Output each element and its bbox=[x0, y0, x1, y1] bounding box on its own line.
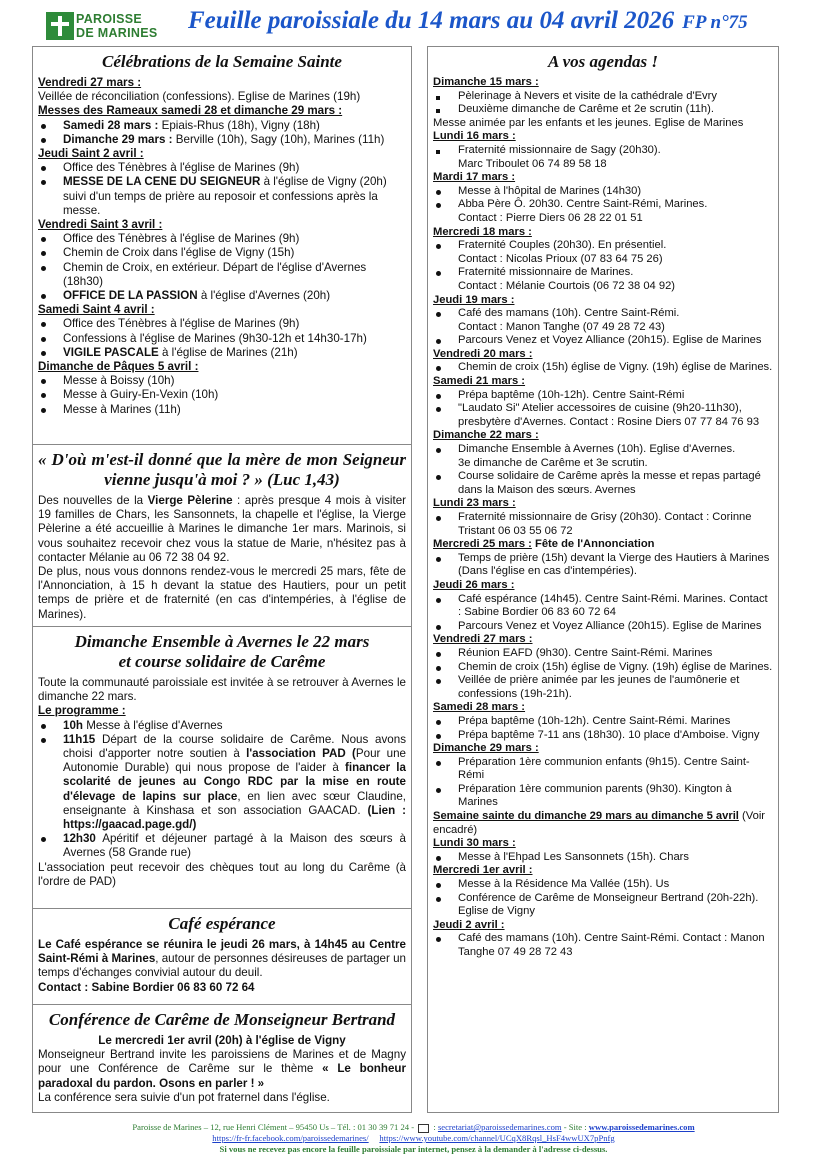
text: Marc Triboulet 06 74 89 58 18 bbox=[458, 157, 607, 170]
list-item: Prépa baptême (10h-12h). Centre Saint-Rémi bbox=[433, 389, 773, 403]
list-item: Préparation 1ère communion enfants (9h15). Centre Saint-Rémi bbox=[433, 756, 773, 783]
day-heading: Mercredi 1er avril : bbox=[433, 864, 533, 877]
bold-text: financer la scolarité de jeunes au Congo RDC par la mise en route d'élevage de lapins sur place bbox=[63, 761, 406, 803]
day-heading: Messes des Rameaux samedi 28 et dimanche 29 mars : bbox=[38, 104, 343, 118]
list-item bbox=[433, 266, 773, 293]
day-heading: Dimanche 15 mars : bbox=[433, 76, 539, 88]
list-item: Veillée de prière animée par les jeunes de l'aumônerie et confessions (19h-21h). bbox=[433, 674, 773, 701]
paragraph bbox=[38, 1048, 406, 1091]
text: Apéritif et déjeuner partagé à la Maison des sœurs à Avernes (58 Grande rue) bbox=[63, 832, 406, 860]
text: , autour de personnes désireuses de partager un temps d'échanges convivial autour du deuil. bbox=[38, 952, 406, 980]
list-item: Messe à l'Ehpad Les Sansonnets (15h). Chars bbox=[433, 851, 773, 865]
bold-text: 10h bbox=[63, 718, 83, 732]
section-subtitle: et course solidaire de Carême bbox=[118, 652, 326, 671]
right-column bbox=[427, 46, 779, 1113]
list bbox=[433, 144, 773, 171]
list bbox=[433, 932, 773, 959]
bold-text: 11h15 bbox=[63, 732, 96, 746]
bold-text: l'association PAD ( bbox=[246, 747, 356, 761]
list-item: Temps de prière (15h) devant la Vierge des Hautiers à Marines (Dans l'église en cas d'intempéries). bbox=[433, 552, 773, 579]
day-heading: Lundi 23 mars : bbox=[433, 497, 516, 510]
facebook-link[interactable]: https://fr-fr.facebook.com/paroissedemarines/ bbox=[212, 1133, 369, 1143]
list bbox=[38, 317, 406, 360]
section-title: Café espérance bbox=[168, 914, 276, 933]
list-item: Chemin de croix (15h) église de Vigny. (19h) église de Marines. bbox=[433, 361, 773, 375]
day-heading: Jeudi 26 mars : bbox=[433, 578, 515, 591]
list-item bbox=[433, 443, 773, 470]
section-cafe-esperance bbox=[33, 909, 411, 1005]
issue-number: FP n°75 bbox=[682, 12, 748, 33]
footer-line2 bbox=[0, 1133, 827, 1144]
contact-line: Contact : Sabine Bordier 06 83 60 72 64 bbox=[38, 980, 255, 994]
list bbox=[433, 307, 773, 348]
list-item: Prépa baptême 7-11 ans (18h30). 10 place d'Amboise. Vigny bbox=[433, 729, 773, 743]
list-item: Messe à Boissy (10h) bbox=[38, 374, 406, 388]
text: Dimanche Ensemble à Avernes (10h). Eglise d'Avernes. bbox=[458, 443, 736, 456]
list bbox=[433, 185, 773, 226]
list-item bbox=[38, 119, 406, 133]
text: , en lien avec sœur Claudine, enseignante à Kinshasa et son association GAACAD. bbox=[63, 789, 406, 817]
list-item: Café des mamans (10h). Centre Saint-Rémi. Contact : Manon Tanghe 07 49 28 72 43 bbox=[433, 932, 773, 959]
list-item: Course solidaire de Carême après la messe et repas partagé dans la Maison des sœurs. Avernes bbox=[433, 470, 773, 497]
list-item: Parcours Venez et Voyez Alliance (20h15). Eglise de Marines bbox=[433, 620, 773, 634]
left-column bbox=[32, 46, 412, 1113]
list bbox=[433, 389, 773, 430]
list-item: Messe à l'hôpital de Marines (14h30) bbox=[433, 185, 773, 199]
text: Abba Père Ô. 20h30. Centre Saint-Rémi, Marines. bbox=[458, 198, 708, 211]
list-item bbox=[433, 144, 773, 171]
bold-text: 12h30 bbox=[63, 832, 96, 846]
list bbox=[433, 715, 773, 742]
day-heading: Semaine sainte du dimanche 29 mars au dimanche 5 avril bbox=[433, 810, 739, 823]
section-semaine-sainte bbox=[33, 47, 411, 445]
header bbox=[0, 0, 827, 46]
paragraph: L'association peut recevoir des chèques tout au long du Carême (à l'ordre de PAD) bbox=[38, 860, 406, 888]
list bbox=[38, 119, 406, 147]
list-item: Office des Ténèbres à l'église de Marines (9h) bbox=[38, 161, 406, 175]
list bbox=[38, 719, 406, 861]
paragraph: De plus, nous vous donnons rendez-vous le mercredi 25 mars, fête de l'Annonciation, à 15 h devant la statue des Hautiers, pour un petit temps de prière et de fraternité (en cas d'intempéries, à l'église de Marines). bbox=[38, 565, 406, 621]
list-item: Conférence de Carême de Monseigneur Bertrand (20h-22h). Eglise de Vigny bbox=[433, 892, 773, 919]
list-item bbox=[38, 133, 406, 147]
bold-text: Le Café espérance se réunira le jeudi 26 mars, à 14h45 au Centre Saint-Rémi à Marines bbox=[38, 938, 406, 966]
list-item: Office des Ténèbres à l'église de Marines (9h) bbox=[38, 232, 406, 246]
list-item bbox=[433, 307, 773, 334]
list-item: Café espérance (14h45). Centre Saint-Rémi. Marines. Contact : Sabine Bordier 06 83 60 72 64 bbox=[433, 593, 773, 620]
paragraph bbox=[38, 938, 406, 981]
list-item bbox=[38, 289, 406, 303]
list bbox=[433, 552, 773, 579]
list bbox=[433, 593, 773, 634]
text: Fraternité missionnaire de Sagy (20h30). bbox=[458, 143, 661, 156]
day-heading: Samedi 21 mars : bbox=[433, 375, 526, 388]
section-title: Dimanche Ensemble à Avernes le 22 mars bbox=[74, 632, 370, 651]
text: Pour une Autonomie Durable) qui nous propose de l'aider à bbox=[63, 747, 406, 775]
text: à l'église de Vigny (20h) suivi d'un temps de prière au reposoir et confessions après la messe. bbox=[63, 175, 387, 217]
paragraph: Toute la communauté paroissiale est invitée à se retrouver à Avernes le dimanche 22 mars. bbox=[38, 676, 406, 704]
section-vierge-pelerine bbox=[33, 445, 411, 627]
bold-text: Vierge Pèlerine bbox=[147, 494, 233, 507]
list-item: Messe à la Résidence Ma Vallée (15h). Us bbox=[433, 878, 773, 892]
day-heading: Mercredi 25 mars : bbox=[433, 538, 532, 551]
page-title bbox=[188, 7, 748, 34]
day-heading: Jeudi 19 mars : bbox=[433, 293, 515, 306]
logo-line1: PAROISSE bbox=[76, 12, 143, 26]
day-heading: Mercredi 18 mars : bbox=[433, 225, 532, 238]
list-item bbox=[38, 733, 406, 832]
address-text: Paroisse de Marines – 12, rue Henri Clément – 95450 Us – Tél. : 01 30 39 71 24 - bbox=[132, 1122, 415, 1132]
list bbox=[38, 374, 406, 417]
list bbox=[433, 878, 773, 919]
section-conference bbox=[33, 1005, 411, 1112]
list-item: Messe à Guiry-En-Vexin (10h) bbox=[38, 388, 406, 402]
list-item: Prépa baptême (10h-12h). Centre Saint-Rémi. Marines bbox=[433, 715, 773, 729]
section-title: « D'où m'est-il donné que la mère de mon Seigneur vienne jusqu'à moi ? » (Luc 1,43) bbox=[38, 450, 406, 489]
text: Contact : Nicolas Prioux (07 83 64 75 26) bbox=[458, 252, 663, 265]
feast-name: Fête de l'Annonciation bbox=[534, 538, 655, 551]
conference-date: Le mercredi 1er avril (20h) à l'église de Vigny bbox=[98, 1034, 346, 1047]
text: Contact : Pierre Diers 06 28 22 01 51 bbox=[458, 211, 643, 224]
email-link[interactable]: secretariat@paroissedemarines.com bbox=[437, 1122, 562, 1132]
list-item: Réunion EAFD (9h30). Centre Saint-Rémi. Marines bbox=[433, 647, 773, 661]
cross-icon bbox=[46, 12, 74, 40]
list bbox=[433, 851, 773, 865]
list-item: Chemin de Croix, en extérieur. Départ de l'église d'Avernes (18h30) bbox=[38, 261, 406, 289]
bold-text: Samedi 28 mars : bbox=[63, 118, 159, 132]
section-title: Célébrations de la Semaine Sainte bbox=[102, 52, 342, 71]
list bbox=[433, 90, 773, 117]
text: Café des mamans (10h). Centre Saint-Rémi. bbox=[458, 307, 680, 320]
parish-logo bbox=[46, 10, 166, 42]
section-dimanche-ensemble bbox=[33, 627, 411, 909]
text: Contact : Mélanie Courtois (06 72 38 04 92) bbox=[458, 279, 676, 292]
list bbox=[38, 161, 406, 218]
semaine-sainte-note bbox=[433, 810, 773, 837]
list-item: Préparation 1ère communion parents (9h30). Kington à Marines bbox=[433, 783, 773, 810]
bold-text: OFFICE DE LA PASSION bbox=[63, 289, 198, 303]
text: 3e dimanche de Carême et 3e scrutin. bbox=[458, 456, 648, 469]
day-heading: Dimanche 29 mars : bbox=[433, 742, 539, 755]
text: : après presque 4 mois à visiter 19 familles de Chars, les Sansonnets, la chapelle et l'église, la Vierge Pèlerine a été accueillie à Marines le dimanche 1er mars. Marinois, si vous souhaitez recevoir chez vous la statue de Marie, n'hésitez pas à contacter Mélanie au 06 72 38 04 92. bbox=[38, 494, 406, 564]
list bbox=[433, 647, 773, 701]
day-heading: Jeudi Saint 2 avril : bbox=[38, 147, 144, 161]
paragraph bbox=[38, 494, 406, 565]
text: Messe à l'église d'Avernes bbox=[82, 718, 223, 732]
list-item: Parcours Venez et Voyez Alliance (20h15). Eglise de Marines bbox=[433, 334, 773, 348]
gaacad-link[interactable]: (Lien : https://gaacad.page.gd/) bbox=[63, 803, 407, 832]
day-heading: Vendredi 27 mars : bbox=[38, 76, 142, 89]
list-item: "Laudato Si" Atelier accessoires de cuisine (9h20-11h30), presbytère d'Avernes. Contact : Rosine Diers 07 77 84 76 93 bbox=[433, 402, 773, 429]
list-item: Deuxième dimanche de Carême et 2e scrutin (11h). bbox=[433, 103, 773, 117]
list-item bbox=[38, 719, 406, 733]
list bbox=[433, 511, 773, 538]
paragraph: Veillée de réconciliation (confessions). Eglise de Marines (19h) bbox=[38, 90, 361, 104]
list-item: Pèlerinage à Nevers et visite de la cathédrale d'Evry bbox=[433, 90, 773, 104]
day-heading: Vendredi 20 mars : bbox=[433, 347, 533, 360]
day-heading: Jeudi 2 avril : bbox=[433, 918, 505, 931]
day-heading: Vendredi Saint 3 avril : bbox=[38, 218, 163, 232]
text: - Site : bbox=[561, 1122, 589, 1132]
paragraph: La conférence sera suivie d'un pot fraternel dans l'église. bbox=[38, 1090, 330, 1104]
text: Epiais-Rhus (18h), Vigny (18h) bbox=[158, 118, 320, 132]
text: Contact : Manon Tanghe (07 49 28 72 43) bbox=[458, 320, 665, 333]
list-item: Chemin de croix (15h) église de Vigny. (19h) église de Marines. bbox=[433, 661, 773, 675]
day-heading: Samedi 28 mars : bbox=[433, 701, 526, 714]
day-heading: Lundi 30 mars : bbox=[433, 837, 516, 850]
footer bbox=[0, 1122, 827, 1155]
list-item: Chemin de Croix dans l'église de Vigny (15h) bbox=[38, 246, 406, 260]
email-icon bbox=[418, 1124, 429, 1133]
list-item bbox=[38, 175, 406, 218]
list-item bbox=[38, 346, 406, 360]
list bbox=[38, 232, 406, 303]
list-item: Confessions à l'église de Marines (9h30-12h et 14h30-17h) bbox=[38, 332, 406, 346]
text: à l'église de Marines (21h) bbox=[158, 345, 298, 359]
text: Monseigneur Bertrand invite les paroissiens de Marines et de Magny pour une Conférence de Carême sur le thème bbox=[38, 1048, 406, 1076]
paragraph: Messe animée par les enfants et les jeunes. Eglise de Marines bbox=[433, 116, 744, 129]
text: Berville (10h), Sagy (10h), Marines (11h) bbox=[172, 132, 385, 146]
footer-line3: Si vous ne recevez pas encore la feuille paroissiale par internet, pensez à la demander à l'adresse ci-dessus. bbox=[219, 1144, 608, 1154]
list-item bbox=[433, 198, 773, 225]
text: à l'église d'Avernes (20h) bbox=[197, 289, 331, 303]
program-heading: Le programme : bbox=[38, 704, 126, 718]
day-heading: Lundi 16 mars : bbox=[433, 130, 516, 143]
day-heading: Samedi Saint 4 avril : bbox=[38, 303, 155, 317]
list-item bbox=[38, 832, 406, 860]
website-link[interactable]: www.paroissedemarines.com bbox=[588, 1122, 695, 1132]
bold-text: VIGILE PASCALE bbox=[63, 345, 159, 359]
section-agendas bbox=[428, 47, 778, 1112]
logo-line2: DE MARINES bbox=[76, 26, 158, 40]
title-text: Feuille paroissiale du 14 mars au 04 avril 2026 bbox=[188, 7, 675, 34]
youtube-link[interactable]: https://www.youtube.com/channel/UCqX8Rqsl_HsF4wwUX7pPnfg bbox=[379, 1133, 615, 1143]
bold-text: « Le bonheur paradoxal du pardon. Osons en parler ! » bbox=[38, 1062, 406, 1090]
day-heading: Vendredi 27 mars : bbox=[433, 633, 533, 646]
section-title: Conférence de Carême de Monseigneur Bertrand bbox=[48, 1010, 396, 1029]
text: Départ de la course solidaire de Carême. Nous avons choisi d'apporter notre soutien à bbox=[63, 732, 406, 761]
text: Fraternité missionnaire de Marines. bbox=[458, 266, 634, 279]
list-item bbox=[433, 239, 773, 266]
day-heading: Dimanche 22 mars : bbox=[433, 429, 539, 442]
day-heading: Mardi 17 mars : bbox=[433, 171, 516, 184]
text: (Voir encadré) bbox=[433, 810, 766, 836]
section-title: A vos agendas ! bbox=[547, 52, 659, 71]
list bbox=[433, 239, 773, 293]
bold-text: Dimanche 29 mars : bbox=[63, 132, 173, 146]
list bbox=[433, 756, 773, 810]
bold-text: MESSE DE LA CENE DU SEIGNEUR bbox=[63, 175, 261, 189]
text: Fraternité Couples (20h30). En présentiel. bbox=[458, 239, 667, 252]
list-item: Fraternité missionnaire de Grisy (20h30). Contact : Corinne Tristant 06 03 55 06 72 bbox=[433, 511, 773, 538]
list-item: Messe à Marines (11h) bbox=[38, 403, 406, 417]
day-heading-row bbox=[433, 538, 773, 552]
day-heading: Dimanche de Pâques 5 avril : bbox=[38, 360, 199, 374]
list bbox=[433, 361, 773, 375]
list-item: Office des Ténèbres à l'église de Marines (9h) bbox=[38, 317, 406, 331]
footer-line1: Paroisse de Marines – 12, rue Henri Clément – 95450 Us – Tél. : 01 30 39 71 24 - : secretariat@paroissedemarines.com - Site : www.paroissedemarines.com bbox=[132, 1122, 695, 1132]
text: Des nouvelles de la bbox=[38, 494, 148, 507]
list bbox=[433, 443, 773, 497]
